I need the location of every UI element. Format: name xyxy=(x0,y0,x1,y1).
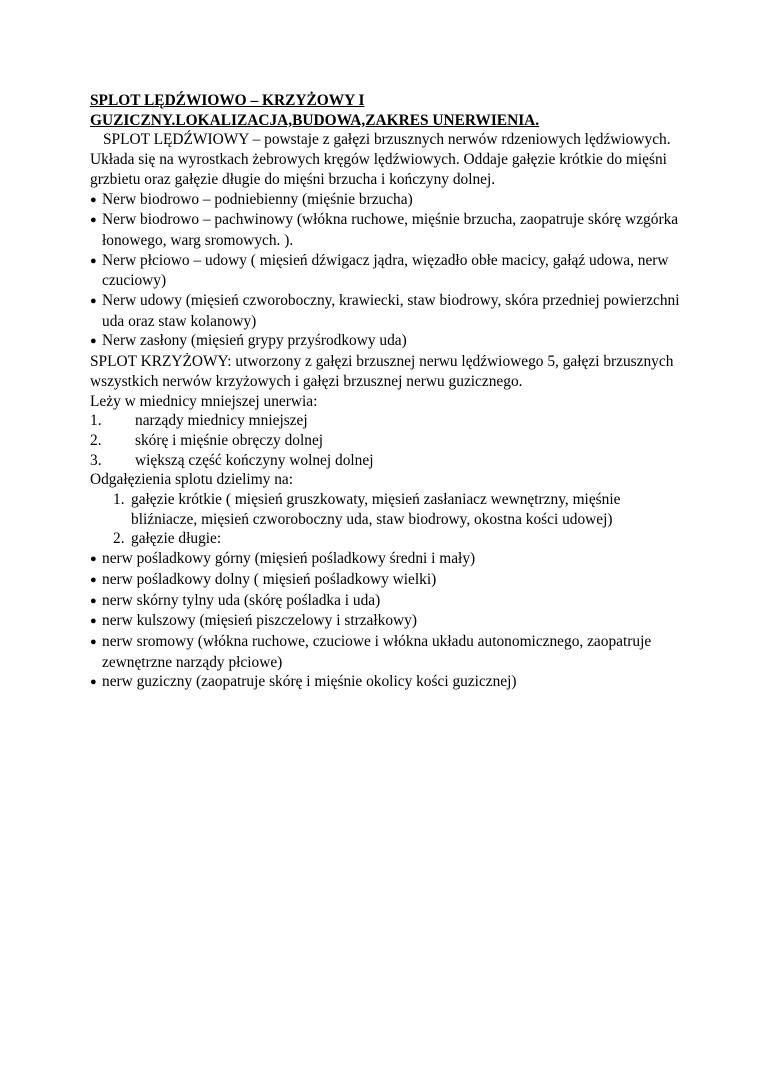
innervates-label: Leży w miednicy mniejszej unerwia: xyxy=(90,392,318,410)
list-item-text: gałęzie długie: xyxy=(131,530,222,548)
list-item-text: nerw skórny tylny uda (skórę pośladka i uda) xyxy=(102,591,381,609)
list-number: 2. xyxy=(113,530,125,548)
list-item xyxy=(90,632,680,672)
list-item xyxy=(90,611,680,632)
list-item xyxy=(90,529,680,549)
list-item xyxy=(90,251,680,291)
list-item-text: Nerw biodrowo – pachwinowy (włókna ruchowe, mięśnie brzucha, zaopatruje skórę wzgórka łonowego, warg sromowych. ). xyxy=(102,211,679,249)
list-item xyxy=(90,210,680,250)
document-page xyxy=(90,91,680,693)
list-item xyxy=(90,549,680,570)
list-item-text: Nerw udowy (mięsień czworoboczny, krawiecki, staw biodrowy, skóra przedniej powierzchni uda oraz staw kolanowy) xyxy=(102,292,680,330)
list-item xyxy=(90,570,680,591)
list-item-text: gałęzie krótkie ( mięsień gruszkowaty, mięsień zasłaniacz wewnętrzny, mięśnie bliźniacze, mięsień czworoboczny uda, staw biodrowy, okostna kości udowej) xyxy=(131,491,621,528)
bullet-icon: ● xyxy=(90,254,97,267)
list-number: 3. xyxy=(90,451,102,469)
bullet-icon: ● xyxy=(90,594,97,607)
list-number: 1. xyxy=(113,491,125,509)
list-item-text: nerw sromowy (włókna ruchowe, czuciowe i włókna układu autonomicznego, zaopatruje zewnętrzne narządy płciowe) xyxy=(102,632,652,671)
list-item xyxy=(90,451,680,471)
title-line-1: SPLOT LĘDŹWIOWO – KRZYŻOWY I xyxy=(90,92,365,109)
bullet-icon: ● xyxy=(90,193,97,206)
list-number: 1. xyxy=(90,412,102,430)
list-item xyxy=(90,411,680,431)
list-item-text: narządy miednicy mniejszej xyxy=(135,412,308,430)
bullet-icon: ● xyxy=(90,335,97,348)
title-line-2: GUZICZNY.LOKALIZACJA,BUDOWA,ZAKRES UNERWIENIA. xyxy=(90,111,540,129)
sacral-nerve-list xyxy=(90,549,680,693)
bullet-icon: ● xyxy=(90,676,97,689)
list-item-text: skórę i mięśnie obręczy dolnej xyxy=(135,431,324,449)
document-title xyxy=(90,91,680,130)
list-item xyxy=(90,431,680,451)
list-item-text: nerw kulszowy (mięsień piszczelowy i strzałkowy) xyxy=(102,612,417,630)
list-item xyxy=(90,672,680,693)
list-item xyxy=(90,190,680,211)
list-item-text: nerw pośladkowy dolny ( mięsień pośladkowy wielki) xyxy=(102,570,437,588)
list-item xyxy=(90,291,680,331)
bullet-icon: ● xyxy=(90,573,97,586)
list-item-text: Nerw płciowo – udowy ( mięsień dźwigacz jądra, więzadło obłe macicy, gałąź udowa, nerw czuciowy) xyxy=(102,251,669,290)
list-item xyxy=(90,331,680,352)
bullet-icon: ● xyxy=(90,295,97,308)
list-item-text: większą część kończyny wolnej dolnej xyxy=(135,451,374,469)
list-number: 2. xyxy=(90,431,102,449)
list-item-text: nerw pośladkowy górny (mięsień pośladkowy średni i mały) xyxy=(102,550,476,568)
list-item xyxy=(90,591,680,612)
bullet-icon: ● xyxy=(90,214,97,227)
list-item-text: nerw guziczny (zaopatruje skórę i mięśnie okolicy kości guzicznej) xyxy=(102,673,517,691)
list-item xyxy=(90,490,680,529)
bullet-icon: ● xyxy=(90,615,97,628)
list-item-text: Nerw biodrowo – podniebienny (mięśnie brzucha) xyxy=(102,190,413,208)
lumbar-plexus-intro: SPLOT LĘDŹWIOWY – powstaje z gałęzi brzusznych nerwów rdzeniowych lędźwiowych. Układa się na wyrostkach żebrowych kręgów lędźwiowych. Oddaje gałęzie krótkie do mięśni grzbietu oraz gałęzie długie do mięśni brzucha i kończyny dolnej. xyxy=(90,131,671,188)
innervates-list xyxy=(90,411,680,470)
list-item-text: Nerw zasłony (mięsień grypy przyśrodkowy uda) xyxy=(102,332,407,350)
sacral-plexus-intro: SPLOT KRZYŻOWY: utworzony z gałęzi brzusznej nerwu lędźwiowego 5, gałęzi brzusznych wszystkich nerwów krzyżowych i gałęzi brzusznej nerwu guzicznego. xyxy=(90,353,674,390)
branches-list xyxy=(90,490,680,549)
bullet-icon: ● xyxy=(90,553,97,566)
bullet-icon: ● xyxy=(90,635,97,648)
branches-label: Odgałęzienia splotu dzielimy na: xyxy=(90,471,294,489)
lumbar-nerve-list xyxy=(90,190,680,353)
